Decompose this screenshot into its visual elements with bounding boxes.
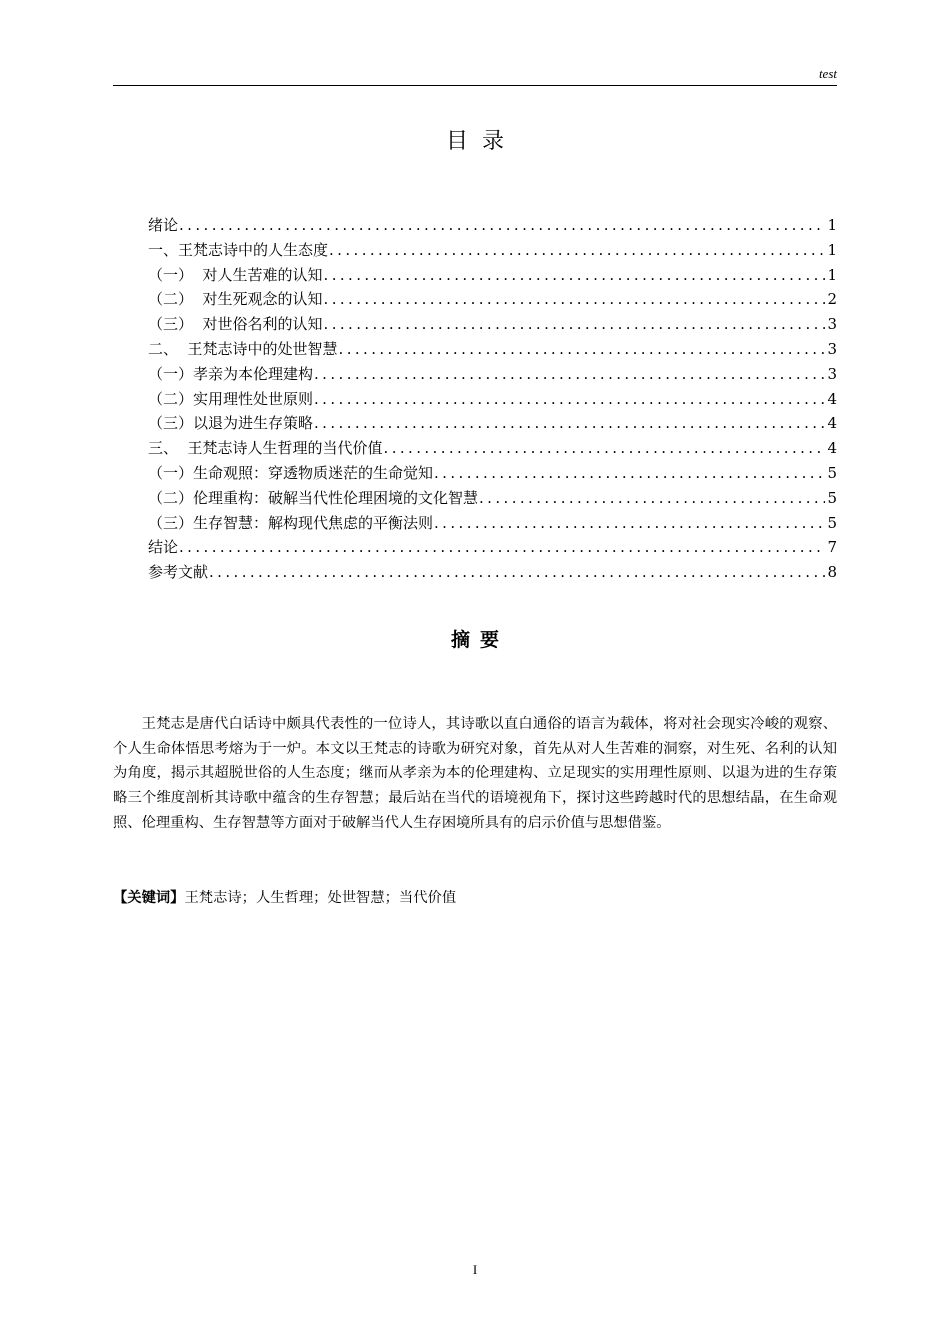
toc-entry-title: （二） 对生死观念的认知 <box>148 290 323 309</box>
toc-entry-title: （三）以退为进生存策略 <box>148 414 314 433</box>
toc-entry-page: 1 <box>827 265 837 284</box>
toc-entry-title: 绪论 <box>148 216 179 234</box>
toc-entry-page: 3 <box>827 339 837 358</box>
toc-leader-dots <box>179 535 825 560</box>
toc-entry-title: （二）伦理重构：破解当代性伦理困境的文化智慧 <box>148 488 479 507</box>
toc-entry-page: 4 <box>827 389 837 408</box>
toc-leader-dots <box>209 560 825 585</box>
toc-entry-title: 一、王梵志诗中的人生态度 <box>148 240 329 259</box>
toc-entry-title: （一） 对人生苦难的认知 <box>148 265 323 284</box>
toc-entry-page: 7 <box>827 538 837 557</box>
toc-leader-dots <box>314 387 825 412</box>
toc-entry[interactable] <box>148 411 837 436</box>
page-header-text: test <box>818 66 837 81</box>
toc-entry[interactable] <box>148 263 837 288</box>
toc-entry-page: 3 <box>827 364 837 383</box>
keywords-label: 【关键词】 <box>113 890 185 906</box>
keywords-text: 王梵志诗；人生哲理；处世智慧；当代价值 <box>184 890 457 906</box>
toc-entry-title: （二）实用理性处世原则 <box>148 389 314 408</box>
toc-leader-dots <box>339 337 826 362</box>
toc-leader-dots <box>324 263 826 288</box>
toc-entry-title: 参考文献 <box>148 563 209 582</box>
toc-entry-page: 5 <box>827 463 837 482</box>
toc-leader-dots <box>479 486 825 511</box>
toc-entry-page: 3 <box>827 315 837 334</box>
page-number: I <box>472 1262 478 1277</box>
toc-entry[interactable] <box>148 560 837 585</box>
toc-leader-dots <box>434 511 825 536</box>
toc-entry[interactable] <box>148 461 837 486</box>
toc-entry-page: 1 <box>827 240 837 259</box>
toc-entry[interactable] <box>148 511 837 536</box>
toc-leader-dots <box>179 213 825 238</box>
toc-leader-dots <box>314 411 825 436</box>
header-rule <box>113 85 837 86</box>
toc-entry-title: 三、 王梵志诗人生哲理的当代价值 <box>148 439 383 458</box>
abstract-title: 摘要 <box>450 629 509 651</box>
toc-entry-title: 结论 <box>148 538 179 557</box>
table-of-contents <box>148 213 837 585</box>
toc-entry[interactable] <box>148 486 837 511</box>
toc-entry[interactable] <box>148 387 837 412</box>
toc-leader-dots <box>314 362 825 387</box>
toc-entry-title: （一）生命观照：穿透物质迷茫的生命觉知 <box>148 463 434 482</box>
toc-leader-dots <box>324 312 826 337</box>
toc-entry[interactable] <box>148 238 837 263</box>
toc-entry-page: 4 <box>827 414 837 433</box>
toc-entry[interactable] <box>148 362 837 387</box>
toc-leader-dots <box>384 436 826 461</box>
toc-entry[interactable] <box>148 535 837 560</box>
toc-leader-dots <box>329 238 825 263</box>
toc-entry-page: 1 <box>827 216 837 234</box>
toc-entry-title: （一）孝亲为本伦理建构 <box>148 364 314 383</box>
toc-entry-page: 4 <box>827 439 837 458</box>
toc-entry[interactable] <box>148 213 837 238</box>
toc-entry-page: 8 <box>827 563 837 582</box>
toc-leader-dots <box>324 287 826 312</box>
toc-leader-dots <box>434 461 825 486</box>
toc-entry[interactable] <box>148 337 837 362</box>
toc-entry[interactable] <box>148 436 837 461</box>
toc-entry-title: 二、 王梵志诗中的处世智慧 <box>148 339 338 358</box>
abstract-body: 王梵志是唐代白话诗中颇具代表性的一位诗人，其诗歌以直白通俗的语言为载体，将对社会现实冷峻的观察、个人生命体悟思考熔为于一炉。本文以王梵志的诗歌为研究对象，首先从对人生苦难的洞察，对生死、名利的认知为角度，揭示其超脱世俗的人生态度；继而从孝亲为本的伦理建构、立足现实的实用理性原则、以退为进的生存策略三个维度剖析其诗歌中蕴含的生存智慧；最后站在当代的语境视角下，探讨这些跨越时代的思想结晶，在生命观照、伦理重构、生存智慧等方面对于破解当代人生存困境所具有的启示价值与思想借鉴。 <box>113 716 837 831</box>
toc-entry-title: （三）生存智慧：解构现代焦虑的平衡法则 <box>148 513 434 532</box>
toc-entry[interactable] <box>148 287 837 312</box>
toc-title: 目录 <box>445 129 518 154</box>
keywords <box>113 886 456 910</box>
toc-entry-page: 5 <box>827 513 837 532</box>
toc-entry-page: 5 <box>827 488 837 507</box>
toc-entry-title: （三） 对世俗名利的认知 <box>148 315 323 334</box>
toc-entry-page: 2 <box>827 290 837 309</box>
toc-entry[interactable] <box>148 312 837 337</box>
